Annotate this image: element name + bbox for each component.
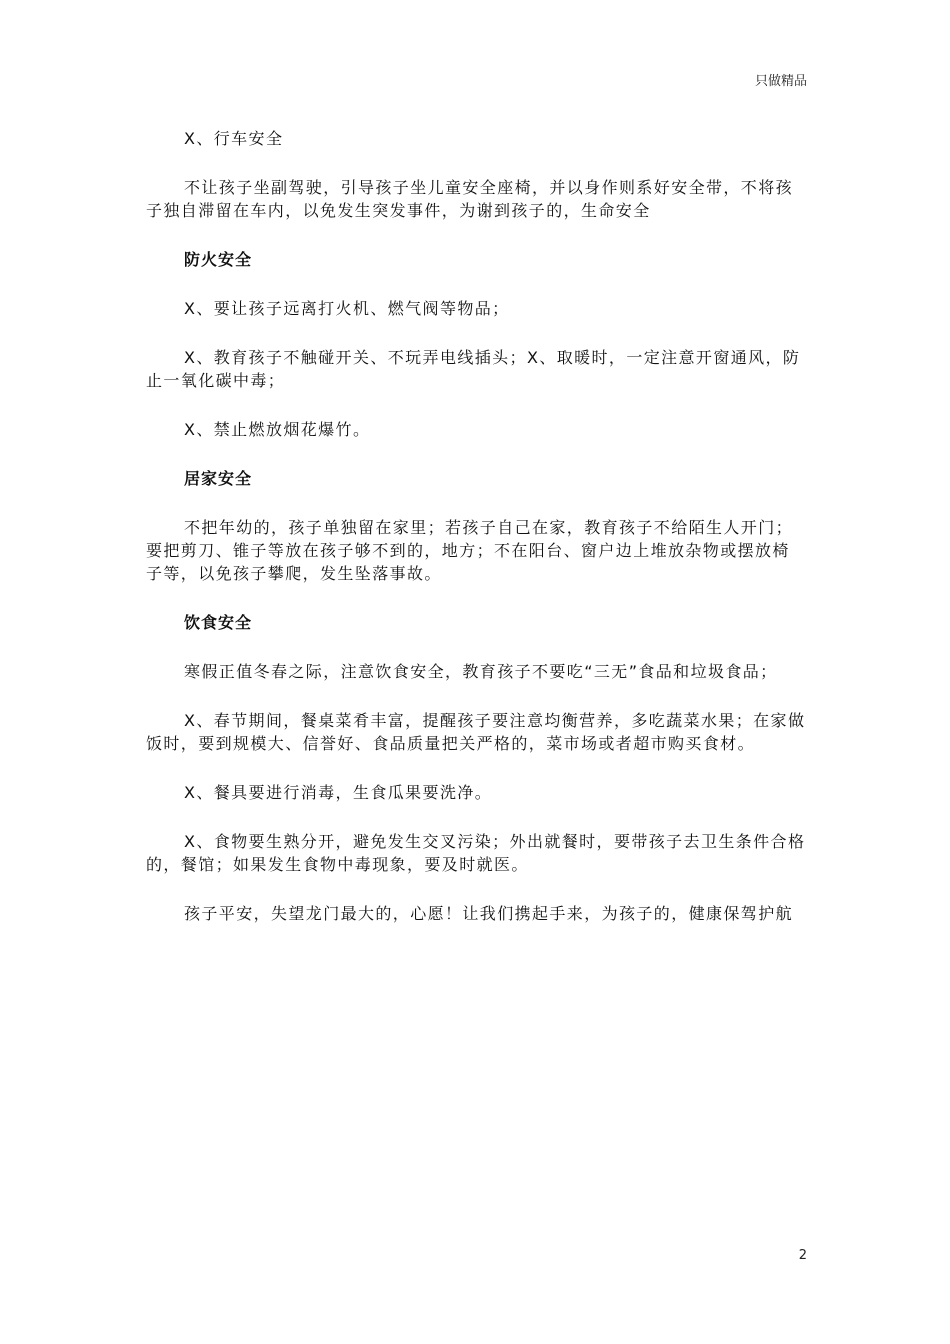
paragraph: X、春节期间，餐桌菜肴丰富，提醒孩子要注意均衡营养，多吃蔬菜水果；在家做饭时，要到规模大、信誉好、食品质量把关严格的，菜市场或者超市购买食材。	[146, 711, 806, 753]
paragraph: 孩子平安，失望龙门最大的，心愿！让我们携起手来，为孩子的，健康保驾护航	[184, 904, 794, 923]
document-body	[146, 127, 806, 951]
section-heading: 居家安全	[184, 469, 253, 488]
section-heading: 饮食安全	[184, 613, 253, 632]
paragraph: 寒假正值冬春之际，注意饮食安全，教育孩子不要吃“三无”食品和垃圾食品；	[184, 662, 778, 681]
paragraph: X、食物要生熟分开，避免发生交叉污染；外出就餐时，要带孩子去卫生条件合格的，餐馆；如果发生食物中毒现象，要及时就医。	[146, 832, 806, 874]
paragraph: X、教育孩子不触碰开关、不玩弄电线插头；X、取暖时，一定注意开窗通风，防止一氧化碳中毒；	[146, 348, 801, 390]
paragraph: X、要让孩子远离打火机、燃气阀等物品；	[184, 299, 510, 318]
paragraph: X、餐具要进行消毒，生食瓜果要洗净。	[184, 783, 493, 802]
paragraph: X、禁止燃放烟花爆竹。	[184, 420, 371, 439]
page-number: 2	[798, 1248, 807, 1263]
paragraph: 不把年幼的，孩子单独留在家里；若孩子自己在家，教育孩子不给陌生人开门；要把剪刀、锥子等放在孩子够不到的，地方；不在阳台、窗户边上堆放杂物或摆放椅子等，以免孩子攀爬，发生坠落事故。	[146, 518, 794, 583]
section-heading: 防火安全	[184, 250, 253, 269]
paragraph: 不让孩子坐副驾驶，引导孩子坐儿童安全座椅，并以身作则系好安全带，不将孩子独自滞留在车内，以免发生突发事件，为谢到孩子的，生命安全	[146, 178, 794, 220]
page-header: 只做精品	[754, 74, 807, 89]
paragraph: X、行车安全	[184, 129, 284, 148]
